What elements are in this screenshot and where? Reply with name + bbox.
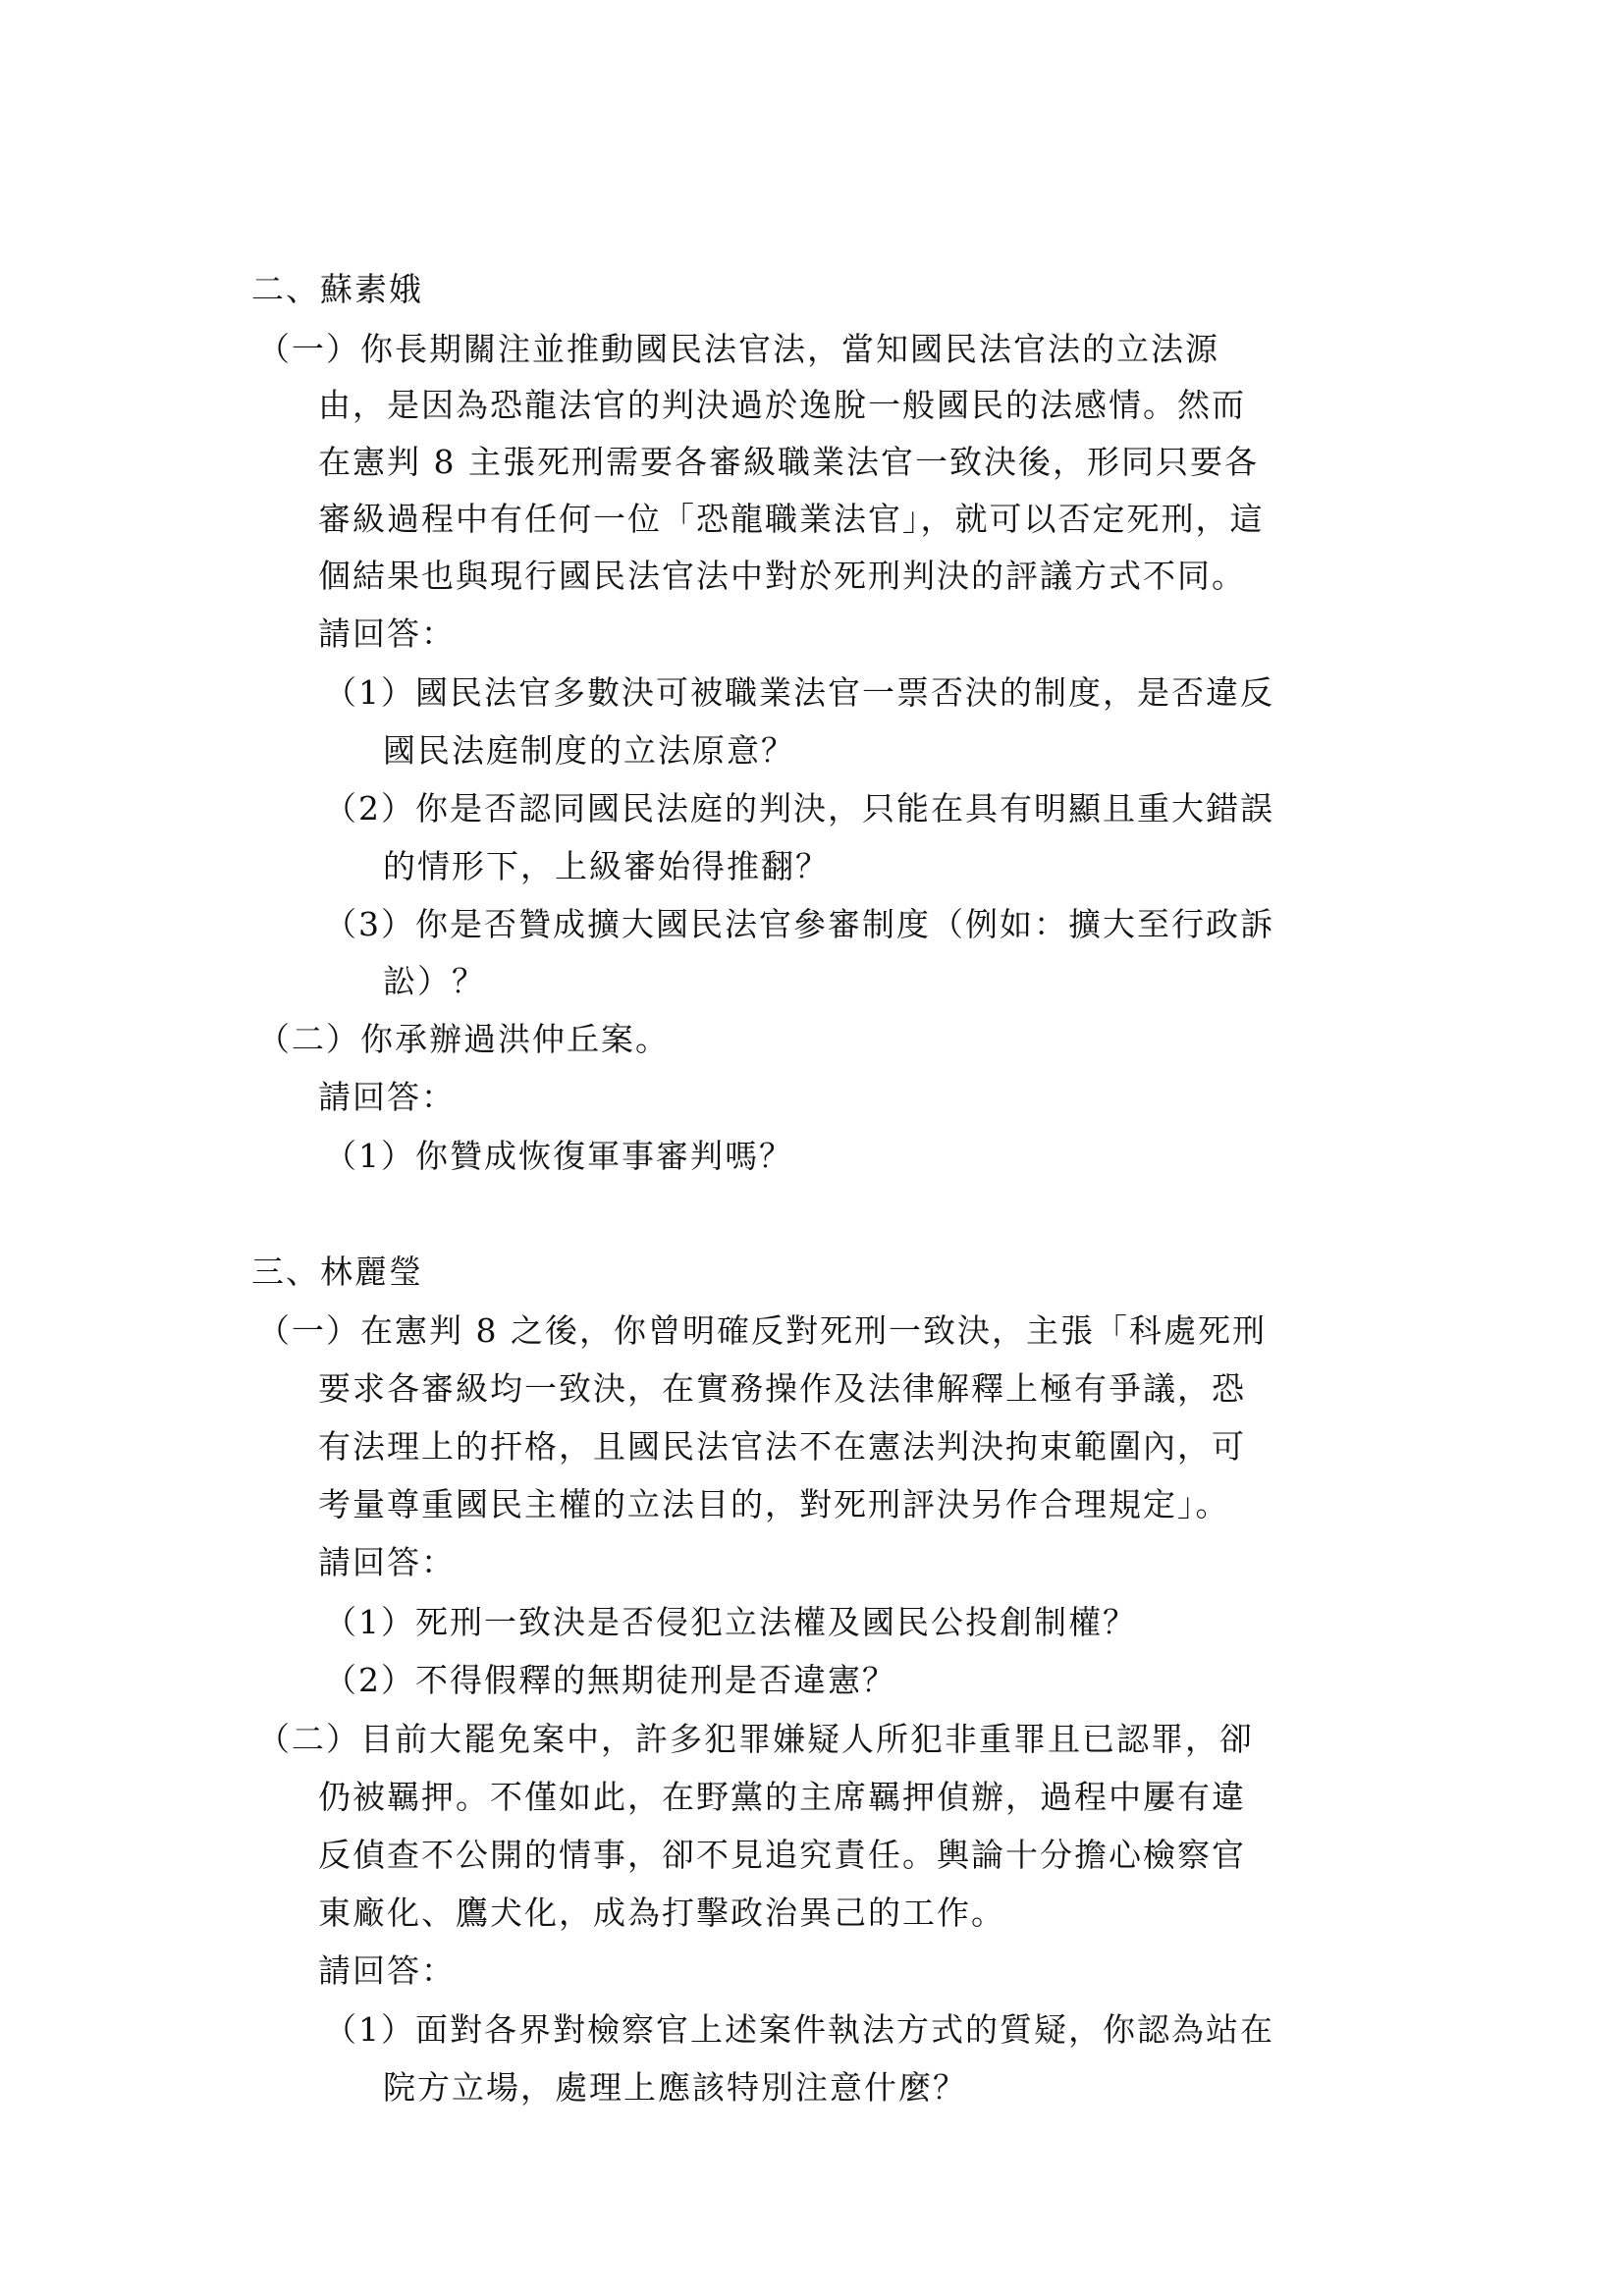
item-text-line: （一）在憲判 8 之後，你曾明確反對死刑一致決，主張「科處死刑 bbox=[257, 1311, 1267, 1350]
item-text-line: 在憲判 8 主張死刑需要各審級職業法官一致決後，形同只要各 bbox=[318, 443, 1259, 481]
item-text-line: 考量尊重國民主權的立法目的，對死刑評決另作合理規定」。 bbox=[318, 1485, 1230, 1523]
item-text-line: （二）目前大罷免案中，許多犯罪嫌疑人所犯非重罪且已認罪，卻 bbox=[257, 1720, 1254, 1758]
answer-prompt: 請回答： bbox=[318, 1543, 456, 1581]
item-text-line: 反偵查不公開的情事，卻不見追究責任。輿論十分擔心檢察官 bbox=[318, 1836, 1246, 1874]
question-line: （2）你是否認同國民法庭的判決，只能在具有明顯且重大錯誤 bbox=[324, 789, 1274, 828]
item-text-line: 由，是因為恐龍法官的判決過於逸脫一般國民的法感情。然而 bbox=[318, 386, 1246, 424]
item-text-line: 要求各審級均一致決，在實務操作及法律解釋上極有爭議，恐 bbox=[318, 1369, 1246, 1408]
question-line: （3）你是否贊成擴大國民法官參審制度（例如：擴大至行政訴 bbox=[324, 905, 1274, 943]
item-text-line: 東廠化、鷹犬化，成為打擊政治異己的工作。 bbox=[318, 1894, 1005, 1932]
item-text-line: 審級過程中有任何一位「恐龍職業法官」，就可以否定死刑，這 bbox=[318, 500, 1265, 538]
item-text-line: 有法理上的扞格，且國民法官法不在憲法判決拘束範圍內，可 bbox=[318, 1427, 1246, 1466]
item-text-line: 仍被羈押。不僅如此，在野黨的主席羈押偵辦，過程中屢有違 bbox=[318, 1778, 1246, 1816]
item-text-line: 個結果也與現行國民法官法中對於死刑判決的評議方式不同。 bbox=[318, 557, 1246, 595]
item-text-line: （二）你承辦過洪仲丘案。 bbox=[257, 1020, 670, 1058]
question-line: 訟）？ bbox=[383, 962, 486, 1000]
item-text-line: （一）你長期關注並推動國民法官法，當知國民法官法的立法源 bbox=[257, 330, 1219, 368]
question-line: 院方立場，處理上應該特別注意什麼？ bbox=[383, 2068, 967, 2107]
section-heading: 三、林麗瑩 bbox=[251, 1253, 423, 1291]
question-line: 國民法庭制度的立法原意？ bbox=[383, 731, 795, 770]
answer-prompt: 請回答： bbox=[318, 1078, 456, 1116]
question-line: 的情形下，上級審始得推翻？ bbox=[383, 847, 830, 885]
answer-prompt: 請回答： bbox=[318, 614, 456, 653]
section-heading: 二、蘇素娥 bbox=[251, 270, 423, 308]
question-line: （2）不得假釋的無期徒刑是否違憲？ bbox=[324, 1661, 896, 1699]
question-line: （1）面對各界對檢察官上述案件執法方式的質疑，你認為站在 bbox=[324, 2010, 1274, 2049]
answer-prompt: 請回答： bbox=[318, 1951, 456, 1990]
question-line: （1）你贊成恢復軍事審判嗎？ bbox=[324, 1137, 793, 1175]
question-line: （1）死刑一致決是否侵犯立法權及國民公投創制權？ bbox=[324, 1603, 1137, 1641]
question-line: （1）國民法官多數決可被職業法官一票否決的制度，是否違反 bbox=[324, 673, 1274, 712]
